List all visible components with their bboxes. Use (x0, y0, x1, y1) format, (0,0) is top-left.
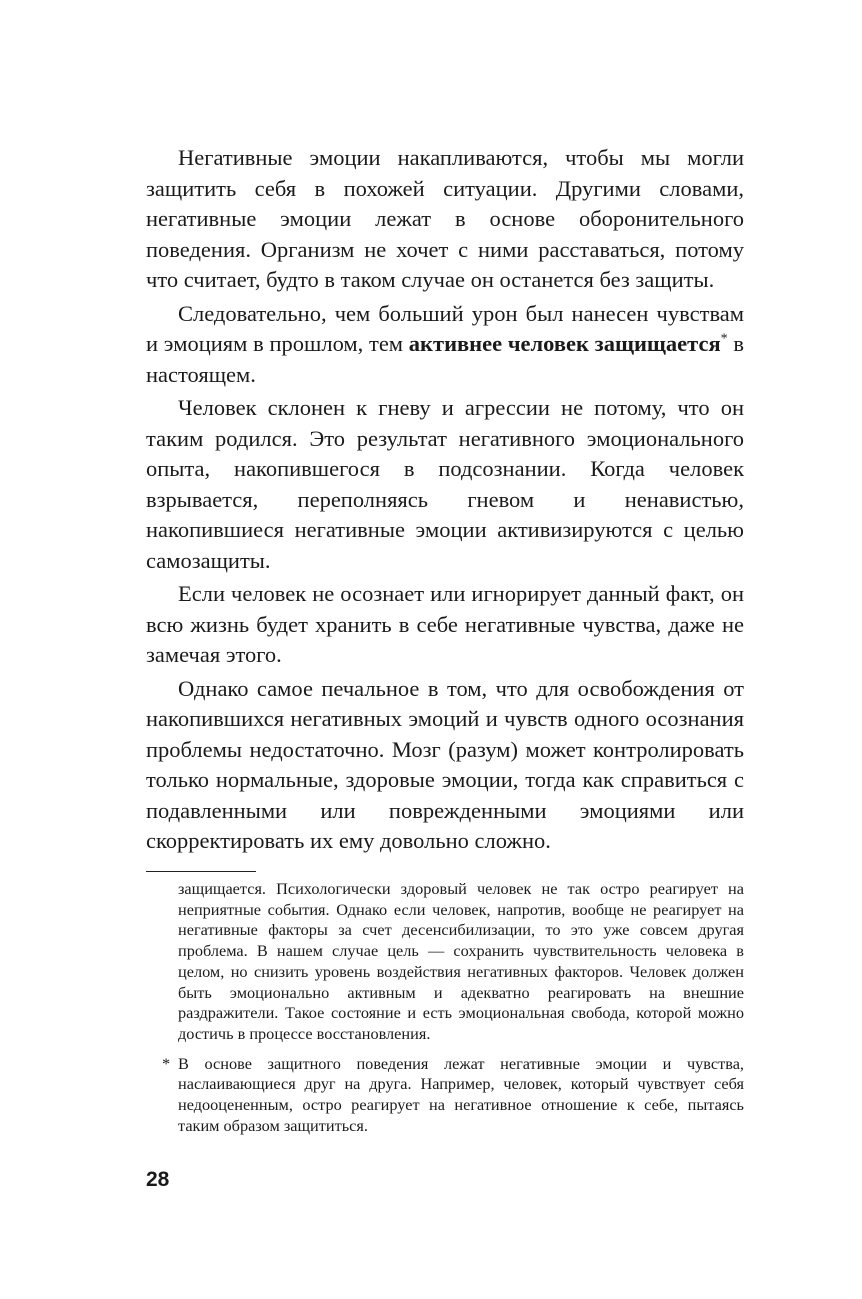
paragraph-2-emphasis: активнее человек защищается (408, 331, 721, 356)
page-number: 28 (146, 1168, 170, 1191)
footnotes (146, 879, 744, 1136)
paragraph-5: Однако самое печальное в том, что для освобождения от накопившихся негативных эмоций и чувств одного осознания проблемы недостаточно. Мозг (разум) может контролировать только нормальные, здоровые эмоции, тогда как справиться с подавленными или поврежденными эмоциями или скорректировать их ему довольно сложно. (146, 675, 744, 853)
footnote-mark: * (162, 1053, 171, 1073)
paragraph-2-start: Следовательно, чем больший урон был нанесен чувствам и эмоциям в прошлом, тем (146, 300, 744, 356)
footnote-text: В основе защитного поведения лежат негативные эмоции и чувства, наслаивающиеся друг на друга. Например, человек, который чувствует себя недооцененным, остро реагирует на негативное отношение к себе, пытаясь таким образом защититься. (178, 1053, 744, 1135)
paragraph-3: Человек склонен к гневу и агрессии не потому, что он таким родился. Это результат негативного эмоционального опыта, накопившегося в подсознании. Когда человек взрывается, переполняясь гневом и ненавистью, накопившиеся негативные эмоции активизируются с целью самозащиты. (146, 395, 744, 573)
footnote-continued: защищается. Психологически здоровый человек не так остро реагирует на неприятные события. Однако если человек, напротив, вообще не реагирует на негативные факторы за счет десенсибилизации, то это уже совсем другая проблема. В нашем случае цель — сохранить чувствительность человека в целом, но снизить уровень воздействия негативных факторов. Человек должен быть эмоционально активным и адекватно реагировать на внешние раздражители. Такое состояние и есть эмоциональная свобода, которой можно достичь в процессе восстановления. (178, 879, 744, 1043)
paragraph-2-end: в настоящем. (146, 331, 744, 387)
footnote-marker: * (720, 331, 728, 347)
paragraph-4: Если человек не осознает или игнорирует данный факт, он всю жизнь будет хранить в себе негативные чувства, даже не замечая этого. (146, 581, 744, 667)
footnote-divider (146, 871, 256, 872)
footnote (146, 1054, 744, 1137)
paragraph-2 (146, 299, 744, 391)
main-text (146, 143, 744, 860)
paragraph-1: Негативные эмоции накапливаются, чтобы мы могли защитить себя в похожей ситуации. Другими словами, негативные эмоции лежат в основе оборонительного поведения. Организм не хочет с ними расставаться, потому что считает, будто в таком случае он останется без защиты. (146, 145, 744, 292)
